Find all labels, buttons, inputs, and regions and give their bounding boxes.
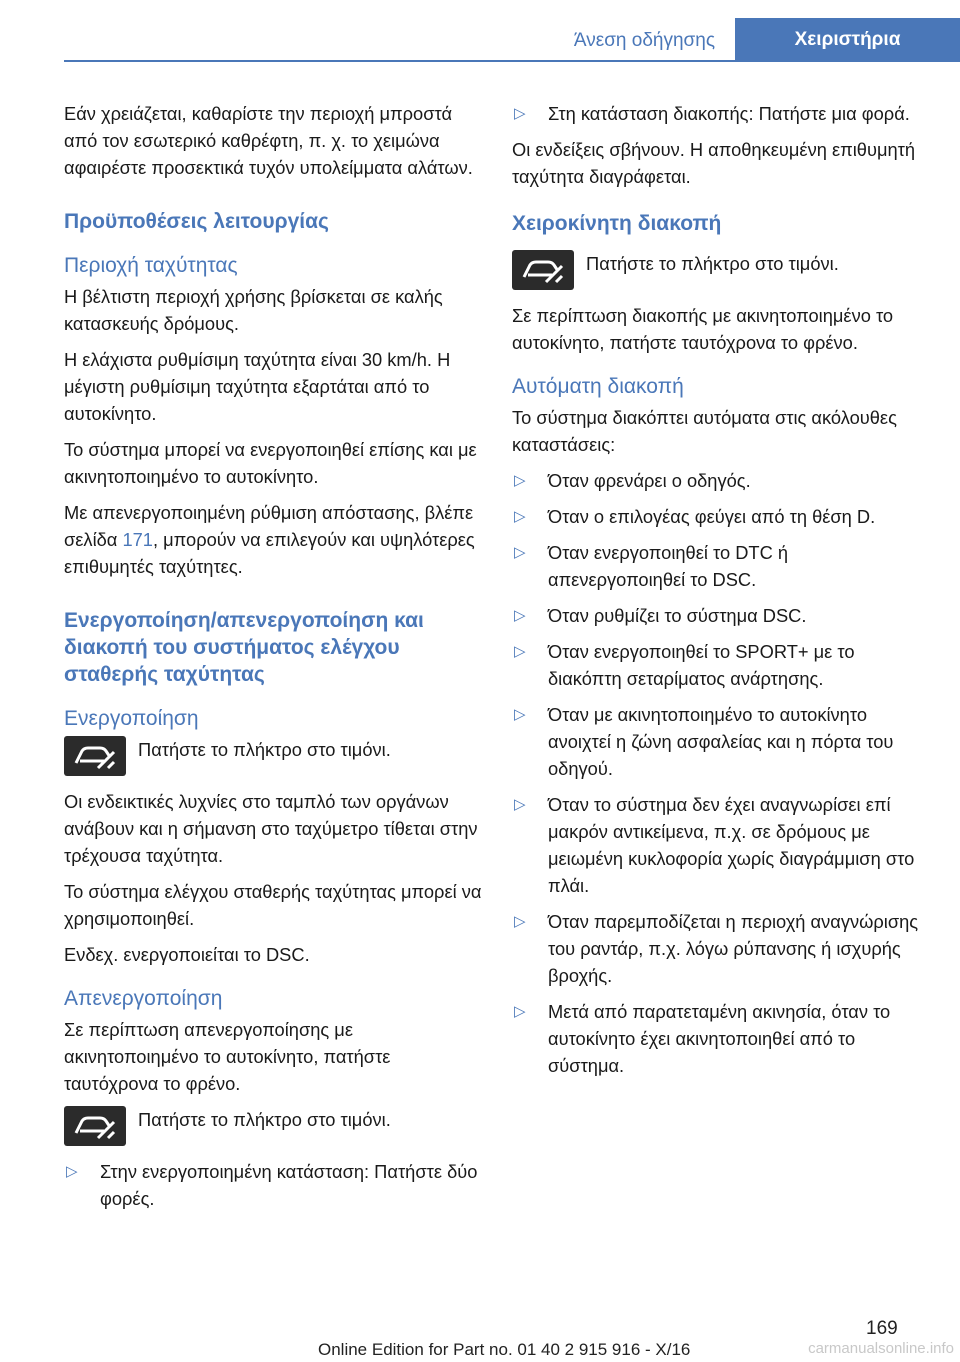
list-item-text: Όταν ενεργοποιηθεί το SPORT+ με το διακόπτη σεταρίματος ανάρτησης. xyxy=(548,641,855,689)
paragraph: Ενδεχ. ενεργοποιείται το DSC. xyxy=(64,944,310,965)
cruise-control-button-icon xyxy=(64,736,126,776)
list-item-text: Στη κατάσταση διακοπής: Πατήστε μια φορά. xyxy=(548,103,910,124)
list-item-text: Όταν ενεργοποιηθεί το DTC ή απενεργοποιηθεί το DSC. xyxy=(548,542,789,590)
left-column xyxy=(64,100,486,1221)
list-item-text: Στην ενεργοποιημένη κατάσταση: Πατήστε δύο φορές. xyxy=(100,1161,478,1209)
cruise-control-button-icon xyxy=(64,1106,126,1146)
watermark: carmanualsonline.info xyxy=(808,1340,954,1357)
header-rule xyxy=(64,60,960,62)
list-item xyxy=(512,100,926,127)
list-item xyxy=(512,638,926,692)
bullet-list xyxy=(64,1158,486,1212)
page-header xyxy=(0,0,960,62)
list-item xyxy=(512,908,926,989)
list-item xyxy=(512,467,926,494)
intro-paragraph: Εάν χρειάζεται, καθαρίστε την περιοχή μπροστά από τον εσωτερικό καθρέφτη, π. χ. το χειμώνα αφαιρέστε προσεκτικά τυχόν υπολείμματα αλάτων. xyxy=(64,103,473,178)
list-item-text: Όταν το σύστημα δεν έχει αναγνωρίσει επί μακρόν αντικείμενα, π.χ. σε δρόμους με μειωμένη κυκλοφορία χωρίς διαγράμμιση στο πλάι. xyxy=(548,794,915,896)
heading-deactivation: Απενεργοποίηση xyxy=(64,987,223,1010)
section-title: Άνεση οδήγησης xyxy=(573,30,715,51)
instruction-row xyxy=(512,250,926,290)
paragraph: Το σύστημα μπορεί να ενεργοποιηθεί επίσης και με ακινητοποιημένο το αυτοκίνητο. xyxy=(64,439,477,487)
list-item xyxy=(512,701,926,782)
list-item-text: Μετά από παρατεταμένη ακινησία, όταν το αυτοκίνητο έχει ακινητοποιηθεί από το σύστημα. xyxy=(548,1001,891,1076)
paragraph: Το σύστημα διακόπτει αυτόματα στις ακόλουθες καταστάσεις: xyxy=(512,407,897,455)
paragraph: Οι ενδείξεις σβήνουν. Η αποθηκευμένη επιθυμητή ταχύτητα διαγράφεται. xyxy=(512,139,916,187)
list-item xyxy=(512,602,926,629)
list-item xyxy=(512,998,926,1079)
list-item xyxy=(64,1158,486,1212)
bullet-list xyxy=(512,467,926,1079)
triangle-right-icon: ▷ xyxy=(514,544,526,561)
heading-activation: Ενεργοποίηση xyxy=(64,707,199,730)
paragraph: Σε περίπτωση διακοπής με ακινητοποιημένο το αυτοκίνητο, πατήστε ταυτόχρονα το φρένο. xyxy=(512,305,894,353)
chapter-tab: Χειριστήρια xyxy=(735,18,960,62)
instruction-text: Πατήστε το πλήκτρο στο τιμόνι. xyxy=(138,1109,391,1130)
triangle-right-icon: ▷ xyxy=(514,913,526,930)
triangle-right-icon: ▷ xyxy=(514,508,526,525)
list-item xyxy=(512,791,926,899)
list-item-text: Όταν ρυθμίζει το σύστημα DSC. xyxy=(548,605,807,626)
paragraph: Οι ενδεικτικές λυχνίες στο ταμπλό των οργάνων ανάβουν και η σήμανση στο ταχύμετρο τίθεται στην τρέχουσα ταχύτητα. xyxy=(64,791,478,866)
bullet-list xyxy=(512,100,926,127)
triangle-right-icon: ▷ xyxy=(514,472,526,489)
page-link[interactable]: 171 xyxy=(122,529,153,550)
text: Με απενεργοποιημένη ρύθμιση απόστασης, βλέπε σελίδα xyxy=(64,502,474,550)
paragraph: Η ελάχιστα ρυθμίσιμη ταχύτητα είναι 30 km/h. Η μέγιστη ρυθμίσιμη ταχύτητα εξαρτάται από το αυτοκίνητο. xyxy=(64,349,451,424)
instruction-text: Πατήστε το πλήκτρο στο τιμόνι. xyxy=(138,739,391,760)
page-number: 169 xyxy=(866,1318,898,1339)
instruction-row xyxy=(64,1106,486,1146)
list-item-text: Όταν με ακινητοποιημένο το αυτοκίνητο ανοιχτεί η ζώνη ασφαλείας και η πόρτα του οδηγού. xyxy=(548,704,894,779)
text: , μπορούν να επιλεγούν και υψηλότερες επιθυμητές ταχύτητες. xyxy=(64,529,475,577)
instruction-row xyxy=(64,736,486,776)
cruise-control-button-icon xyxy=(512,250,574,290)
list-item-text: Όταν ο επιλογέας φεύγει από τη θέση D. xyxy=(548,506,876,527)
instruction-text: Πατήστε το πλήκτρο στο τιμόνι. xyxy=(586,253,839,274)
triangle-right-icon: ▷ xyxy=(514,706,526,723)
list-item xyxy=(512,503,926,530)
heading-prerequisites: Προϋποθέσεις λειτουργίας xyxy=(64,210,329,233)
paragraph: Σε περίπτωση απενεργοποίησης με ακινητοποιημένο το αυτοκίνητο, πατήστε ταυτόχρονα το φρένο. xyxy=(64,1019,391,1094)
paragraph-with-link xyxy=(64,499,486,580)
right-column xyxy=(512,100,926,1088)
list-item-text: Όταν παρεμποδίζεται η περιοχή αναγνώρισης του ραντάρ, π.χ. λόγω ρύπανσης ή ισχυρής βροχής. xyxy=(548,911,919,986)
triangle-right-icon: ▷ xyxy=(514,607,526,624)
triangle-right-icon: ▷ xyxy=(66,1163,78,1180)
triangle-right-icon: ▷ xyxy=(514,796,526,813)
paragraph: Η βέλτιστη περιοχή χρήσης βρίσκεται σε καλής κατασκευής δρόμους. xyxy=(64,286,443,334)
edition-footer: Online Edition for Part no. 01 40 2 915 916 - X/16 xyxy=(318,1340,691,1359)
heading-speed-range: Περιοχή ταχύτητας xyxy=(64,254,238,277)
list-item-text: Όταν φρενάρει ο οδηγός. xyxy=(548,470,751,491)
heading-auto-interrupt: Αυτόματη διακοπή xyxy=(512,375,684,398)
paragraph: Το σύστημα ελέγχου σταθερής ταχύτητας μπορεί να χρησιμοποιηθεί. xyxy=(64,881,482,929)
list-item xyxy=(512,539,926,593)
triangle-right-icon: ▷ xyxy=(514,1003,526,1020)
triangle-right-icon: ▷ xyxy=(514,105,526,122)
triangle-right-icon: ▷ xyxy=(514,643,526,660)
heading-on-off: Ενεργοποίηση/απενεργοποίηση και διακοπή του συστήματος ελέγχου σταθερής ταχύτητας xyxy=(64,609,424,686)
heading-manual-interrupt: Χειροκίνητη διακοπή xyxy=(512,212,722,235)
